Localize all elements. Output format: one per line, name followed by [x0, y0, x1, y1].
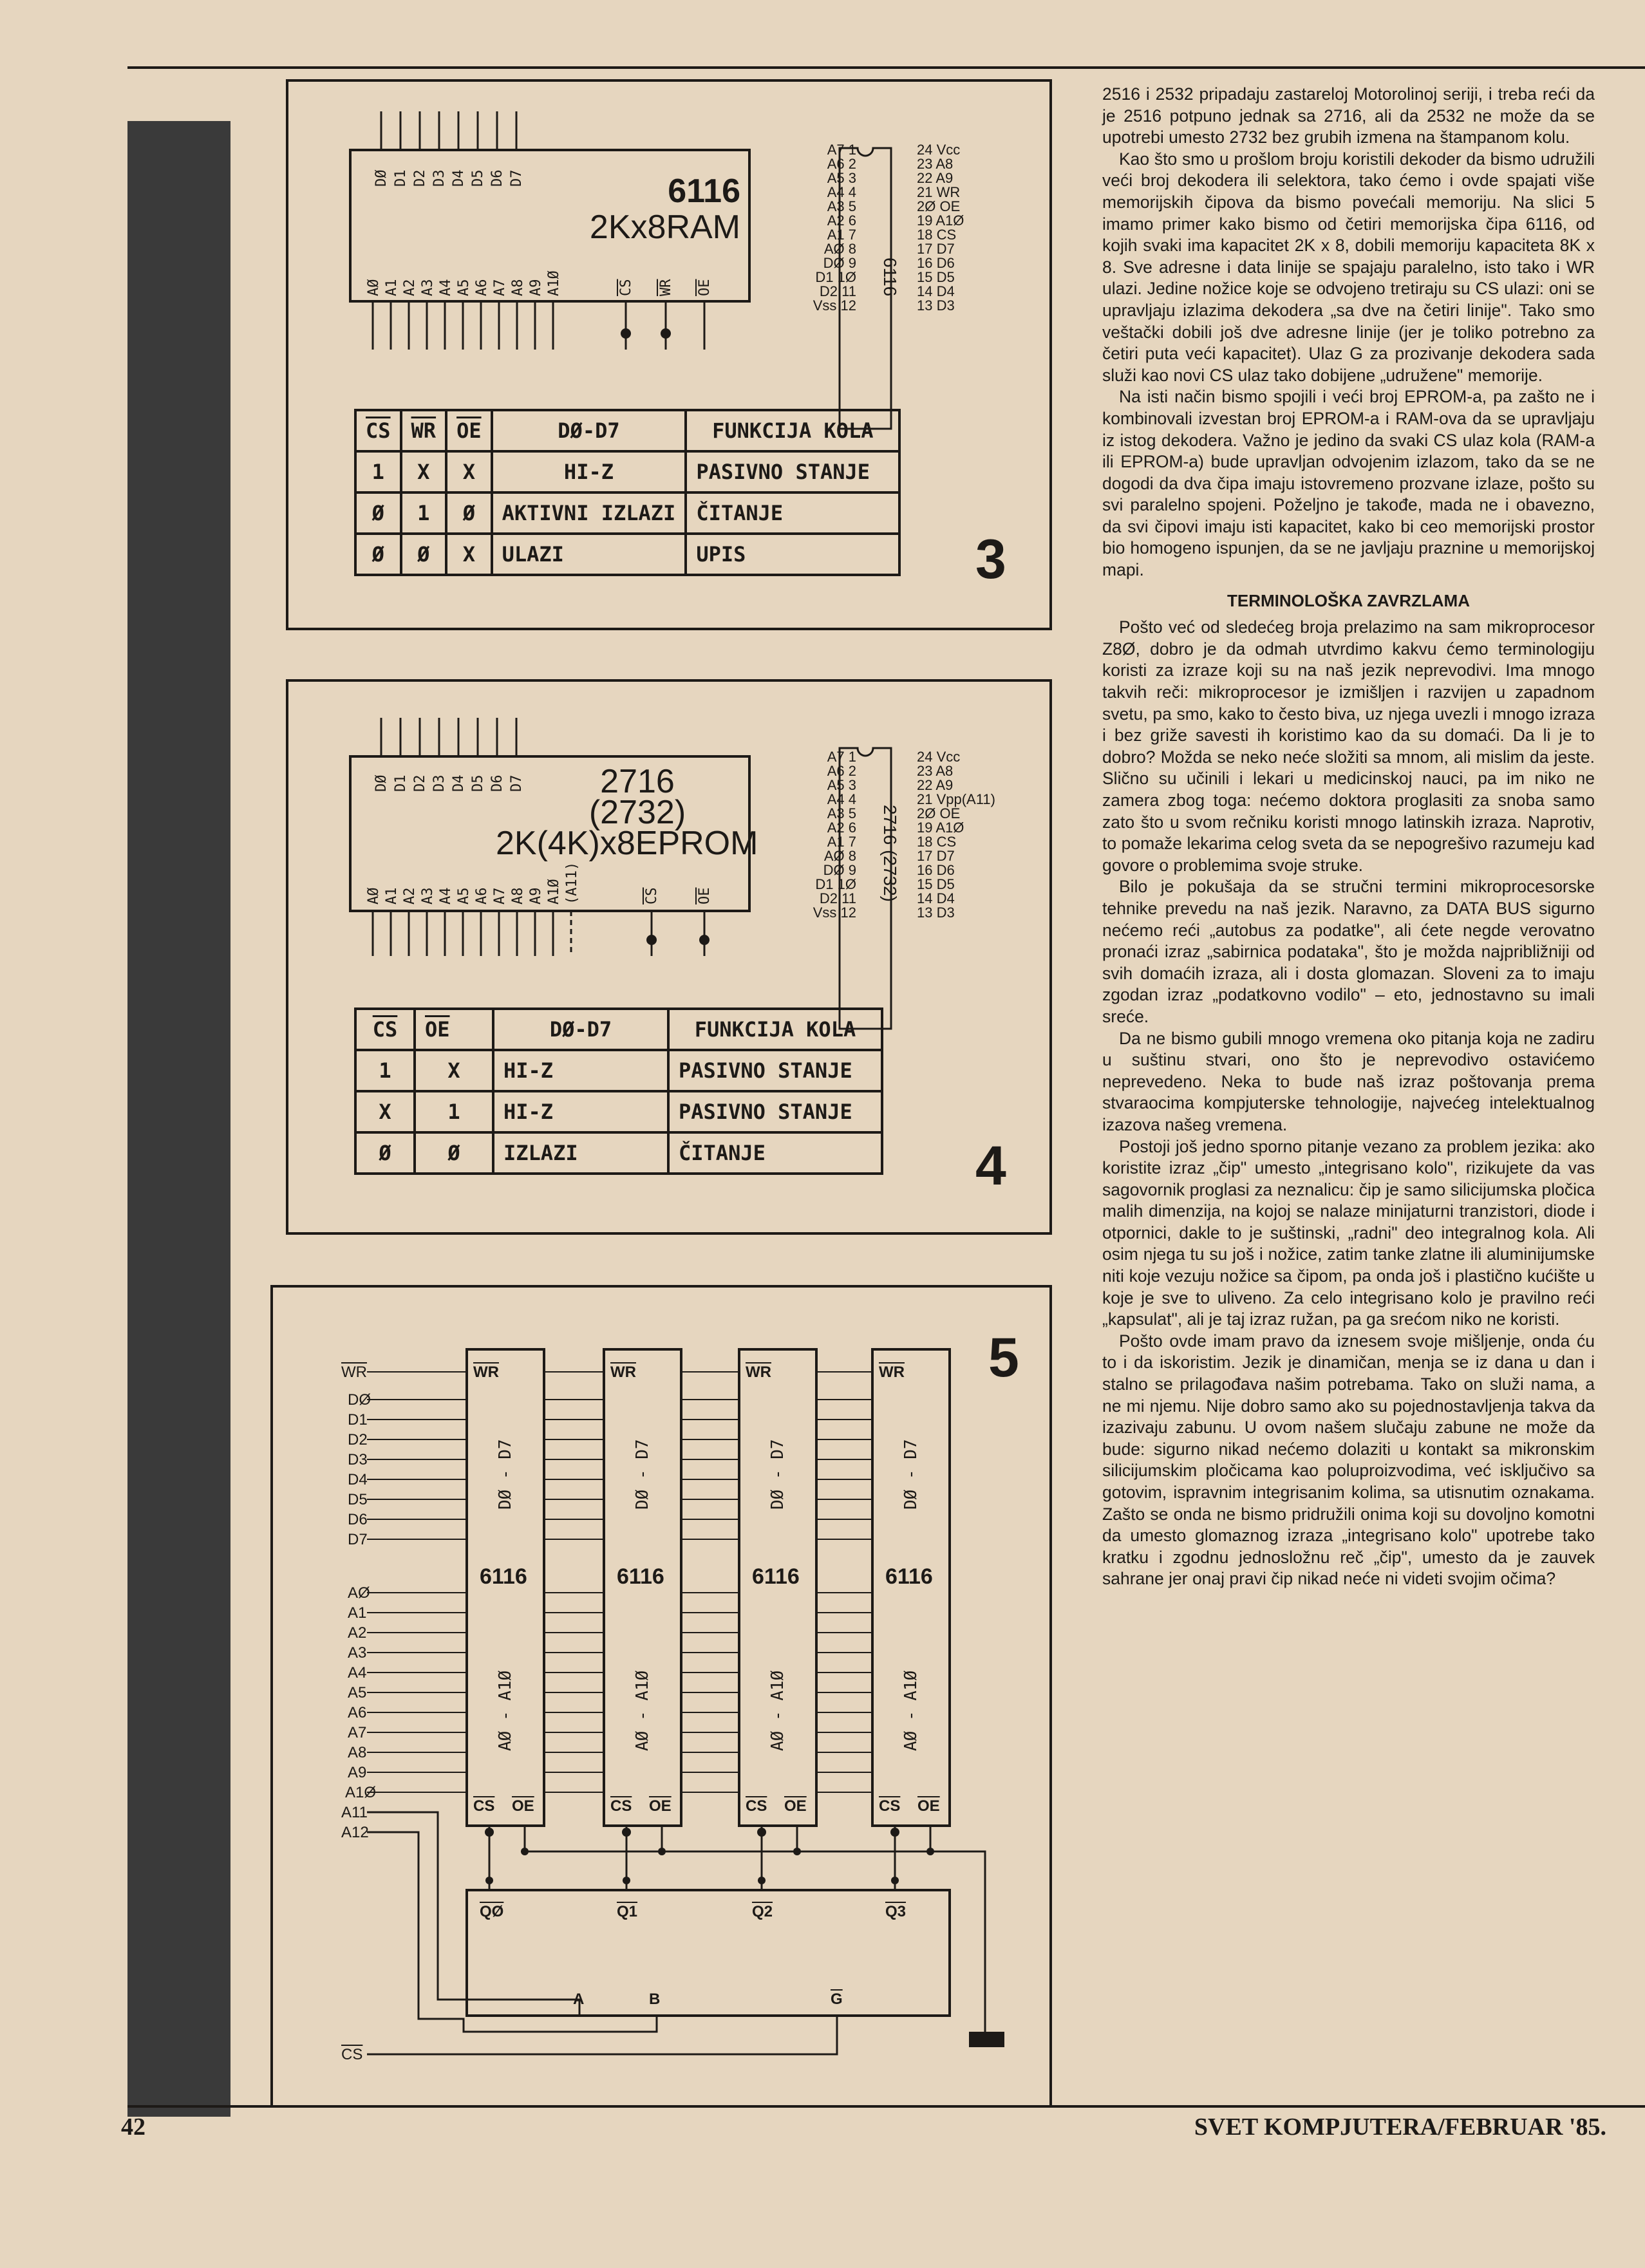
pin-label: A1	[384, 279, 400, 296]
chip-wr-pin: $\overline{WR}$	[473, 1364, 499, 1381]
dip-pin: A6 2	[827, 156, 856, 172]
signal-label: A3	[348, 1644, 367, 1662]
table-cell: HI-Z	[492, 451, 686, 492]
table-cell: UPIS	[686, 534, 899, 575]
table-header-cell: $\overline{WR}$	[401, 410, 447, 451]
dip-pin: 24 Vcc	[917, 142, 961, 158]
table-cell: IZLAZI	[493, 1132, 668, 1174]
dip-pin: 21 WR	[917, 184, 961, 200]
figure-3-chip-desc: 2Kx8RAM	[589, 209, 740, 246]
chip-cs-pin: $\overline{CS}$	[879, 1797, 901, 1815]
table-header-cell: $\overline{OE}$	[415, 1009, 493, 1050]
signal-label: A2	[348, 1624, 367, 1642]
signal-label: D6	[348, 1511, 368, 1528]
figure-3-dip-right-pins	[917, 143, 994, 313]
dip-pin: 14 D4	[917, 890, 955, 906]
dip-pin: D1 1Ø	[815, 876, 856, 892]
table-cell: ČITANJE	[686, 492, 899, 534]
dip-pin: 23 A8	[917, 156, 954, 172]
article-paragraph: Postoji još jedno sporno pitanje vezano za problem jezika: ako koristite izraz „čip" umesto „integrisano kolo", rizikujete da vas sagovornik proglasi za neznalicu: čip je samo silicijumska pločica malih dimenzija, na kojoj se nalaze minijaturni tranzistori, diode i otpornici, dakle to je suštinski, „radni" deo integralnog kola. Ali osim njega tu su još i nožice, zatim tanke zlatne ili aluminijumske niti koje vezuju nožice sa čipom, pa onda još i plastično kućište u koje je sve to uliveno. Za celo integrisano kolo je pravilno reći „kapsulat", ali je taj izraz ružan, pa ga srećom niko ne koristi.	[1102, 1136, 1595, 1329]
chip-data-bus: DØ - D7	[901, 1439, 921, 1510]
chip-name: 6116	[885, 1564, 933, 1589]
table-header-cell: $\overline{CS}$	[355, 1009, 415, 1050]
pin-label: D4	[451, 774, 467, 792]
chip-address-bus: AØ - A1Ø	[901, 1670, 921, 1751]
figure-3-chip-name: 6116	[668, 173, 740, 210]
pin-label: DØ	[373, 774, 390, 792]
pin-label: D7	[509, 169, 525, 187]
article-paragraph: Na isti način bismo spojili i veći broj EPROM-a, pa zašto ne i kombinovali izvestan broj EPROM-a i RAM-ova da se upravljaju iz istog dekodera. Važno je jedino da svaki CS ulaz kola (RAM-a ili EPROM-a) bude upravljan odvojenim izlazom, tako da se ne dogodi da dva čipa imaju istovremeno prozvane izlaze, pošto su svi paralelno spojeni. Poželjno je takođe, mada ne i obavezno, da svi čipovi imaju isti kapacitet, kako bi ceo memorijski prostor bio homogeno ispunjen, da se ne javljaju praznine u memorijskoj mapi.	[1102, 387, 1595, 580]
pin-label: AØ	[366, 279, 382, 296]
dip-pin: A1 7	[827, 227, 856, 243]
dip-pin: 19 A1Ø	[917, 820, 964, 836]
table-header-cell: FUNKCIJA KOLA	[668, 1009, 882, 1050]
signal-label: AØ	[348, 1584, 370, 1602]
dark-margin-bar	[127, 121, 230, 2117]
table-cell: PASIVNO STANJE	[686, 451, 899, 492]
chip-cs-pin: $\overline{CS}$	[473, 1797, 495, 1815]
figure-4-chip-name: 2716	[600, 763, 675, 800]
pin-label: $\overline{OE}$	[697, 887, 713, 904]
article-paragraph: 2516 i 2532 pripadaju zastareloj Motorolinoj seriji, i treba reći da je 2516 potpuno jednak sa 2716, ali da 2532 ne može da se upotrebi umesto 2732 bez grubih izmena na štampanom kolu.	[1102, 84, 1595, 147]
dip-pin: 16 D6	[917, 255, 955, 271]
dip-pin: Vss 12	[813, 297, 856, 314]
dip-pin: A1 7	[827, 834, 856, 850]
table-cell: 1	[401, 492, 447, 534]
decoder-input: $\overline{G}$	[831, 1991, 843, 2008]
table-cell: HI-Z	[493, 1091, 668, 1132]
pin-label: D3	[431, 774, 447, 792]
table-header-cell: $\overline{CS}$	[355, 410, 401, 451]
table-row	[355, 492, 899, 534]
table-cell: AKTIVNI IZLAZI	[492, 492, 686, 534]
top-rule	[127, 66, 1645, 69]
dip-pin: 22 A9	[917, 170, 954, 186]
decoder-output: Q3	[885, 1903, 907, 1920]
dip-pin: 13 D3	[917, 904, 955, 921]
dip-pin: 23 A8	[917, 763, 954, 779]
pin-label: DØ	[373, 169, 390, 187]
signal-label: D5	[348, 1491, 368, 1508]
dip-pin: 19 A1Ø	[917, 212, 964, 229]
article-paragraph: Kao što smo u prošlom broju koristili dekoder da bismo udružili veći broj dekodera ili selektora, tako ćemo i ovde spajati više memorijskih čipova da bismo povećali memoriju. Na slici 5 imamo primer kako bismo od četiri memorijska čipa 6116, od kojih svaki ima kapacitet 2K x 8, dobili memoriju kapaciteta 8K x 8. Sve adresne i data linije se spajaju paralelno, isto tako i WR ulazi. Jedine nožice koje se odvojeno tretiraju su CS ulazi: oni se upravljaju izlazima dekodera „sa dve na četiri linije". Tako smo veštački dobili još dve adresne linije (jer je toliko potrebno za četiri puta veći kapacitet). Ulaz G za prozivanje dekodera sada služi kao novi CS ulaz tako dobijene „udružene" memorije.	[1102, 149, 1595, 385]
pin-label: $\overline{CS}$	[644, 887, 660, 904]
article-paragraph: Pošto već od sledećeg broja prelazimo na sam mikroprocesor Z8Ø, dobro je da odmah utvrdimo kakvu ćemo terminologiju koristi za izraze koji su na naš jezik neprevodivi. Ima mnogo takvih reči: mikroprocesor je izmišljen i razvijen u zapadnom svetu, pa smo, kako to često biva, uz njega uvezli i mnogo izraza i bez griže savesti ih koristimo kao da su domaći. Da li je to dobro? Možda se neko neće složiti sa mnom, ali mislim da jeste. Slično su učinili i lekari u medicinskoj nauci, pa im niko ne zamera zbog toga: nećemo doktora proglasiti za snoba samo zato što u svom rečniku koristi mnogo latinskih izraza. Naprotiv, to pomaže lekarima celog sveta da se nepogrešivo razumeju kad govore o problemima svoje struke.	[1102, 617, 1595, 875]
table-header-row	[355, 1009, 882, 1050]
signal-label: D4	[348, 1471, 368, 1488]
chip-data-bus: DØ - D7	[633, 1439, 652, 1510]
pin-label: AØ	[366, 887, 382, 904]
chip-address-bus: AØ - A1Ø	[768, 1670, 787, 1751]
table-cell: ULAZI	[492, 534, 686, 575]
table-cell: Ø	[355, 1132, 415, 1174]
signal-label: A7	[348, 1724, 367, 1741]
figure-4-dip-label: 2716 (2732)	[880, 805, 900, 903]
table-cell: 1	[355, 1050, 415, 1091]
signal-label: D7	[348, 1531, 368, 1548]
dip-pin: 16 D6	[917, 862, 955, 878]
table-row	[355, 1050, 882, 1091]
signal-label: DØ	[348, 1391, 371, 1409]
table-header-cell: FUNKCIJA KOLA	[686, 410, 899, 451]
signal-label: A11	[341, 1804, 368, 1821]
pin-label: D1	[393, 774, 409, 792]
pin-label: A9	[528, 279, 544, 296]
dip-pin: 18 CS	[917, 834, 957, 850]
dip-pin: A2 6	[827, 212, 856, 229]
dip-pin: 17 D7	[917, 241, 955, 257]
figure-4-dip-left-pins	[798, 750, 856, 920]
article-column	[1102, 84, 1595, 1590]
table-row	[355, 1091, 882, 1132]
dip-pin: A6 2	[827, 763, 856, 779]
figure-4-truth-table	[354, 1007, 883, 1175]
table-row	[355, 1132, 882, 1174]
table-cell: HI-Z	[493, 1050, 668, 1091]
dip-pin: 21 Vpp(A11)	[917, 791, 995, 807]
pin-label: A8	[510, 279, 526, 296]
figure-3-truth-table	[354, 409, 901, 576]
pin-label: A7	[492, 279, 508, 296]
figure-4-chip-desc: 2K(4K)x8EPROM	[496, 825, 758, 862]
dip-pin: A3 5	[827, 198, 856, 214]
signal-label: D2	[348, 1431, 368, 1448]
signal-label: A4	[348, 1664, 367, 1682]
dip-pin: A4 4	[827, 184, 856, 200]
figure-4-dip-right-pins	[917, 750, 1020, 920]
table-cell: Ø	[401, 534, 447, 575]
table-cell: X	[415, 1050, 493, 1091]
article-paragraph: Pošto ovde imam pravo da iznesem svoje mišljenje, onda ću to i da iskoristim. Jezik je dinamičan, menja se iz dana u dan i stalno se prilagođava našim potrebama. Tako on služi nama, a ne mi njemu. Nije dobro samo ako su pojednostavljenja takva da izazivaju zabunu. U ovom našem slučaju zabune ne može da bude: sigurno nikad nećemo dolaziti u kontakt sa mikronskim silicijumskim pločicama kao poluproizvodima, već isključivo sa gotovim, ispravnim integrisanim kolima, sa utisnutim oznakama. Zašto se onda ne bismo pridružili onima koji su dovoljno komotni da umesto glomaznog izraza „integrisano kolo" upotrebe tako kratku i zgodnu jednosložnu reč „čip", umesto da je zauvek sahrane jer onaj pravi čip nikad neće ni videti svojim očima?	[1102, 1331, 1595, 1589]
pin-label: D6	[489, 774, 505, 792]
pin-label: A2	[402, 279, 418, 296]
dip-pin: A5 3	[827, 170, 856, 186]
dip-pin: D2 11	[819, 890, 856, 906]
decoder-output: Q2	[752, 1903, 773, 1920]
signal-label: A9	[348, 1764, 367, 1781]
pin-label: A9	[528, 887, 544, 904]
signal-label: D1	[348, 1411, 368, 1429]
chip-oe-pin: $\overline{OE}$	[649, 1797, 672, 1815]
table-header-cell: DØ-D7	[493, 1009, 668, 1050]
chip-cs-pin: $\overline{CS}$	[610, 1797, 632, 1815]
dip-pin: 13 D3	[917, 297, 955, 314]
table-cell: X	[401, 451, 447, 492]
pin-label: D2	[412, 774, 428, 792]
dip-pin: 15 D5	[917, 876, 955, 892]
table-header-row	[355, 410, 899, 451]
decoder-input: A	[573, 1991, 585, 2008]
chip-name: 6116	[480, 1564, 527, 1589]
table-cell: Ø	[355, 534, 401, 575]
decoder-output: Q1	[617, 1903, 638, 1920]
dip-pin: AØ 8	[823, 241, 856, 257]
signal-wr: $\overline{WR}$	[341, 1364, 367, 1381]
pin-label: $\overline{CS}$	[618, 279, 634, 296]
dip-pin: A7 1	[827, 142, 856, 158]
chip-name: 6116	[752, 1564, 800, 1589]
chip-wr-pin: $\overline{WR}$	[879, 1364, 905, 1381]
signal-label: D3	[348, 1451, 368, 1468]
chip-name: 6116	[617, 1564, 664, 1589]
chip-oe-pin: $\overline{OE}$	[784, 1797, 807, 1815]
signal-label: A12	[341, 1824, 369, 1841]
pin-label: A1	[384, 887, 400, 904]
figure-3-dip-left-pins	[798, 143, 856, 313]
chip-data-bus: DØ - D7	[496, 1439, 515, 1510]
pin-label: $\overline{OE}$	[697, 279, 713, 296]
dip-pin: 18 CS	[917, 227, 957, 243]
pin-label: D5	[470, 774, 486, 792]
table-cell: ČITANJE	[668, 1132, 882, 1174]
pin-label: A2	[402, 887, 418, 904]
dip-pin: 24 Vcc	[917, 749, 961, 765]
table-cell: PASIVNO STANJE	[668, 1050, 882, 1091]
dip-pin: A2 6	[827, 820, 856, 836]
dip-pin: 15 D5	[917, 269, 955, 285]
table-row	[355, 451, 899, 492]
dip-pin: A7 1	[827, 749, 856, 765]
dip-pin: 2Ø OE	[917, 198, 961, 214]
dip-pin: A4 4	[827, 791, 856, 807]
page-number: 42	[121, 2113, 146, 2141]
table-cell: PASIVNO STANJE	[668, 1091, 882, 1132]
pin-label: A4	[438, 887, 454, 904]
chip-data-bus: DØ - D7	[768, 1439, 787, 1510]
pin-label: A5	[456, 887, 472, 904]
pin-label: D7	[509, 774, 525, 792]
dip-pin: Vss 12	[813, 904, 856, 921]
signal-label: A8	[348, 1744, 367, 1761]
pin-label: D4	[451, 169, 467, 187]
dip-pin: 14 D4	[917, 283, 955, 299]
dip-pin: A5 3	[827, 777, 856, 793]
signal-label: A6	[348, 1704, 367, 1721]
pin-label: A7	[492, 887, 508, 904]
signal-label: A5	[348, 1684, 367, 1701]
figure-5-circuit	[270, 1285, 1049, 2106]
chip-wr-pin: $\overline{WR}$	[610, 1364, 636, 1381]
dip-pin: A3 5	[827, 805, 856, 821]
dip-pin: DØ 9	[823, 255, 856, 271]
figure-3-dip-label: 6116	[880, 258, 900, 297]
article-paragraph: Bilo je pokušaja da se stručni termini mikroprocesorske tehnike prevedu na naš jezik. Naravno, za DATA BUS sigurno nećemo reći „autobus za podatke", ali ćete negde verovatno pronaći izraz „sabirnica podataka", što je možda najpribližniji od svih domaćih izraza, ali i dosta glomazan. Sloveni za to imaju zgodan izraz „podatkovno vodilo" – eto, jednostavno su imali sreće.	[1102, 877, 1595, 1026]
figure-5-number: 5	[988, 1327, 1019, 1389]
dip-pin: DØ 9	[823, 862, 856, 878]
table-header-cell: $\overline{OE}$	[446, 410, 492, 451]
figure-4-number: 4	[975, 1135, 1006, 1197]
pin-label: D2	[412, 169, 428, 187]
decoder-input: B	[649, 1991, 661, 2008]
dip-pin: 17 D7	[917, 848, 955, 864]
signal-label: A1Ø	[345, 1784, 377, 1801]
pin-label: A6	[474, 279, 490, 296]
chip-oe-pin: $\overline{OE}$	[917, 1797, 940, 1815]
pin-label: A4	[438, 279, 454, 296]
chip-address-bus: AØ - A1Ø	[496, 1670, 515, 1751]
magazine-title: SVET KOMPJUTERA/FEBRUAR '85.	[1194, 2113, 1606, 2141]
chip-address-bus: AØ - A1Ø	[633, 1670, 652, 1751]
pin-label: D1	[393, 169, 409, 187]
signal-cs-input: $\overline{CS}$	[341, 2046, 363, 2063]
table-header-cell: DØ-D7	[492, 410, 686, 451]
signal-label: A1	[348, 1604, 367, 1622]
pin-label: A6	[474, 887, 490, 904]
table-cell: 1	[415, 1091, 493, 1132]
pin-label: A3	[420, 279, 436, 296]
dip-pin: 2Ø OE	[917, 805, 961, 821]
table-cell: X	[446, 534, 492, 575]
table-cell: Ø	[415, 1132, 493, 1174]
pin-label: A5	[456, 279, 472, 296]
dip-pin: D2 11	[819, 283, 856, 299]
pin-label: A1Ø	[546, 879, 562, 904]
table-cell: X	[446, 451, 492, 492]
chip-cs-pin: $\overline{CS}$	[746, 1797, 767, 1815]
figure-4-chip-name-alt: (2732)	[588, 794, 686, 831]
dip-pin: D1 1Ø	[815, 269, 856, 285]
pin-label: (A11)	[564, 861, 580, 904]
table-row	[355, 534, 899, 575]
pin-label: D3	[431, 169, 447, 187]
table-cell: Ø	[446, 492, 492, 534]
decoder-output: $\overline{QØ}$	[480, 1903, 504, 1920]
pin-label: A8	[510, 887, 526, 904]
pin-label: A3	[420, 887, 436, 904]
section-heading: TERMINOLOŠKA ZAVRZLAMA	[1227, 590, 1470, 610]
table-cell: X	[355, 1091, 415, 1132]
table-cell: Ø	[355, 492, 401, 534]
chip-wr-pin: $\overline{WR}$	[746, 1364, 771, 1381]
pin-label: D5	[470, 169, 486, 187]
chip-oe-pin: $\overline{OE}$	[512, 1797, 534, 1815]
table-cell: 1	[355, 451, 401, 492]
dip-pin: 22 A9	[917, 777, 954, 793]
pin-label: A1Ø	[546, 270, 562, 296]
dip-pin: AØ 8	[823, 848, 856, 864]
pin-label: D6	[489, 169, 505, 187]
article-paragraph: Da ne bismo gubili mnogo vremena oko pitanja koja ne zadiru u suštinu stvari, ono što je neprevodivo ostavićemo neprevedeno. Neka to bude naš izraz poštovanja prema stvaraocima kompjuterske tehnologije, najvećeg intelektualnog izazova našeg vremena.	[1102, 1028, 1595, 1134]
pin-label: $\overline{WR}$	[658, 279, 674, 296]
figure-3-number: 3	[975, 529, 1006, 590]
